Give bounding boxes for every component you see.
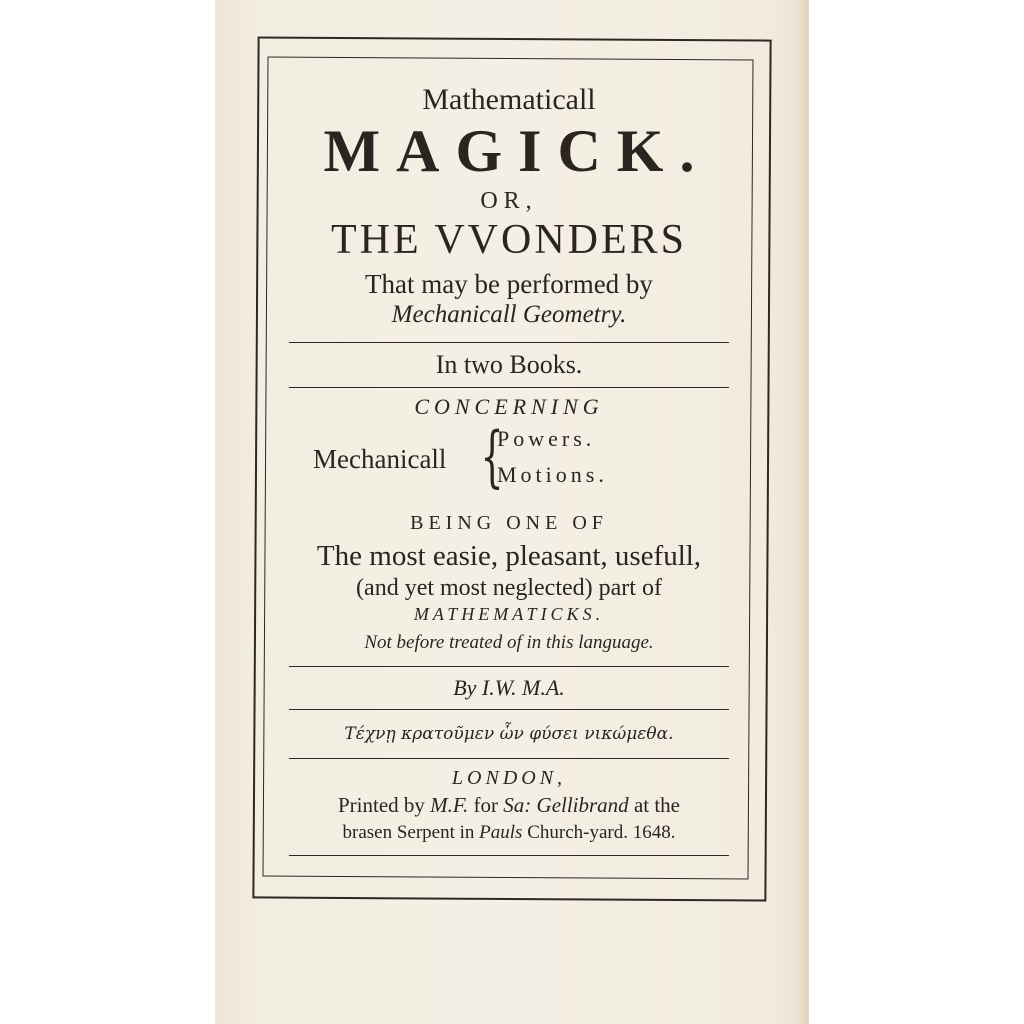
book-page bbox=[215, 0, 809, 1024]
mathematicks-line: MATHEMATICKS. bbox=[413, 604, 605, 624]
brace-icon: { bbox=[480, 418, 504, 495]
brace-group bbox=[275, 418, 743, 498]
neglected-line: (and yet most neglected) part of bbox=[356, 575, 662, 601]
concerning-line: CONCERNING bbox=[414, 394, 604, 419]
imprint-year: 1648. bbox=[632, 822, 676, 843]
title-page-text bbox=[275, 68, 743, 856]
being-line: BEING ONE OF bbox=[410, 512, 608, 534]
divider-rule bbox=[289, 855, 729, 856]
pauls-name: Pauls bbox=[479, 822, 523, 843]
printed-prefix: Printed by bbox=[337, 793, 425, 817]
brasen-prefix: brasen Serpent in bbox=[342, 822, 475, 843]
heading-magick: MAGICK. bbox=[323, 118, 711, 184]
heading-mathematicall: Mathematicall bbox=[422, 83, 596, 116]
author-line: By I.W. M.A. bbox=[453, 675, 565, 700]
not-before-line: Not before treated of in this language. bbox=[364, 632, 654, 653]
brasen-suffix: Church-yard. bbox=[527, 822, 628, 843]
imprint-address-line bbox=[275, 819, 743, 847]
imprint-city: LONDON, bbox=[451, 767, 567, 789]
printed-suffix: at the bbox=[633, 793, 680, 817]
greek-motto: Τέχνῃ κρατοῦμεν ὧν φύσει νικώμεθα. bbox=[344, 724, 674, 744]
divider-rule bbox=[289, 387, 729, 388]
imprint-printed-line bbox=[275, 791, 743, 819]
heading-or: OR, bbox=[480, 188, 538, 214]
heading-wonders: THE VVONDERS bbox=[330, 217, 688, 263]
printer-name: M.F. bbox=[430, 793, 469, 817]
two-books-line: In two Books. bbox=[435, 350, 583, 379]
bookseller-name: Sa: Gellibrand bbox=[503, 793, 629, 817]
brace-left-label: Mechanicall bbox=[313, 444, 447, 474]
subtitle-performed: That may be performed by bbox=[365, 269, 653, 299]
brace-item-powers: Powers. bbox=[497, 426, 596, 451]
easie-line: The most easie, pleasant, usefull, bbox=[316, 540, 702, 572]
divider-rule bbox=[289, 758, 729, 759]
printed-for: for bbox=[473, 793, 499, 817]
subtitle-geometry: Mechanicall Geometry. bbox=[391, 301, 627, 328]
brace-item-motions: Motions. bbox=[497, 462, 608, 487]
